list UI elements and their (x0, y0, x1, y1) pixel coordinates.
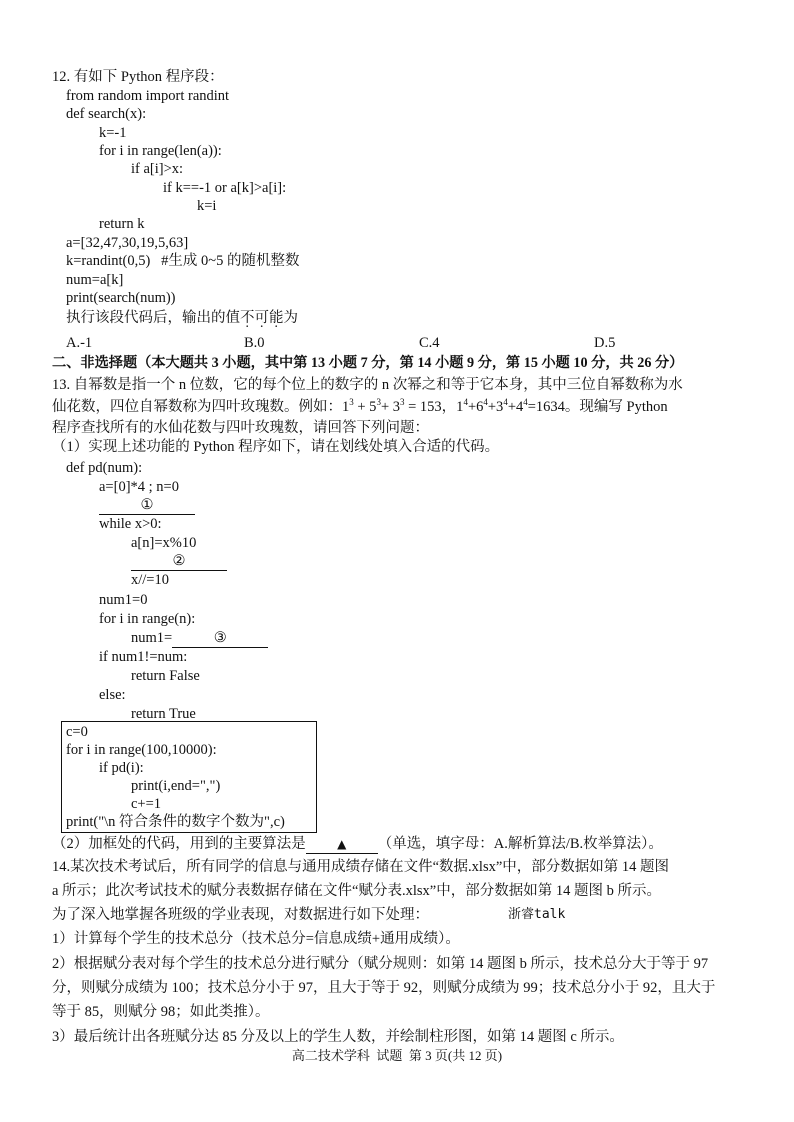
code-line: for i in range(n): (99, 611, 196, 627)
code-line: print(search(num)) (66, 290, 176, 306)
blank-3[interactable]: ③ (172, 629, 268, 648)
box-code-line: print(i,end=",") (131, 778, 221, 794)
emphasis-char: 能 (269, 310, 284, 326)
q14-item-3: 3）最后统计出各班赋分达 85 分及以上的学生人数，并绘制柱形图，如第 14 题图 c 所示。 (52, 1029, 624, 1045)
answer-blank[interactable]: ▲ (306, 835, 378, 854)
section-heading: 二、非选择题（本大题共 3 小题，其中第 13 小题 7 分，第 14 小题 9 分，第 15 小题 10 分，共 26 分） (52, 355, 684, 371)
box-code-line: for i in range(100,10000): (66, 742, 217, 758)
code-line: if num1!=num: (99, 649, 188, 665)
code-line: else: (99, 687, 126, 703)
option-d: D.5 (594, 335, 616, 351)
q13-sub1: （1）实现上述功能的 Python 程序如下，请在划线处填入合适的代码。 (52, 439, 500, 455)
code-line: return False (131, 668, 200, 684)
option-a: A.-1 (66, 335, 93, 351)
q14-line: a 所示；此次考试技术的赋分表数据存储在文件“赋分表.xlsx”中，部分数据如第 14 题图 b 所示。 (52, 883, 661, 899)
code-line: a=[32,47,30,19,5,63] (66, 235, 189, 251)
q12-title: 12. 有如下 Python 程序段： (52, 69, 224, 85)
box-code-line: print("\n 符合条件的数字个数为",c) (66, 814, 285, 830)
q14-item-2: 等于 85，则赋分 98；如此类推）。 (52, 1004, 270, 1020)
code-line: x//=10 (131, 572, 169, 588)
code-line: def search(x): (66, 106, 147, 122)
q13-line-formula: 仙花数，四位自幂数称为四叶玫瑰数。例如：$1^3 + 5^3+ 3^3 = 153$，$1^4+6^4+3^4+4^4=1634$。现编写 Python (52, 397, 668, 415)
q14-line: 为了深入地掌握各班级的学业表现，对数据进行如下处理： (52, 907, 429, 923)
box-code-line: c+=1 (131, 796, 162, 812)
page-footer: 高二技术学科 试题 第 3 页(共 12 页) (291, 1048, 503, 1063)
code-line: for i in range(len(a)): (99, 143, 222, 159)
code-line: if k==-1 or a[k]>a[i]: (163, 180, 287, 196)
q14-item-2: 2）根据赋分表对每个学生的技术总分进行赋分（赋分规则：如第 14 题图 b 所示，技术总分大于等于 97 (52, 956, 709, 972)
code-line: return k (99, 216, 145, 232)
q14-line: 14.某次技术考试后，所有同学的信息与通用成绩存储在文件“数据.xlsx”中，部分数据如第 14 题图 (52, 859, 670, 875)
box-code-line: c=0 (66, 724, 88, 740)
code-line: if a[i]>x: (131, 161, 184, 177)
code-line: k=randint(0,5) #生成 0~5 的随机整数 (66, 253, 300, 269)
code-line: return True (131, 706, 196, 722)
watermark: 浙睿talk (508, 907, 566, 922)
code-line: num1=0 (99, 592, 148, 608)
q13-line: 13. 自幂数是指一个 n 位数，它的每个位上的数字的 n 次幂之和等于它本身，其中三位自幂数称为水 (52, 377, 683, 393)
option-c: C.4 (419, 335, 440, 351)
q13-line: 程序查找所有的水仙花数与四叶玫瑰数，请回答下列问题： (52, 420, 429, 436)
emphasis-char: 不 (240, 310, 255, 326)
code-line: a=[0]*4 ; n=0 (99, 479, 179, 495)
emphasis-char: 可 (254, 310, 269, 326)
code-line-blank-3: num1= ③ (131, 629, 268, 648)
q14-item-1: 1）计算每个学生的技术总分（技术总分=信息成绩+通用成绩）。 (52, 931, 460, 947)
code-line: k=-1 (99, 125, 127, 141)
q12-prompt: 执行该段代码后，输出的值不可能为 (66, 310, 298, 326)
code-line: a[n]=x%10 (131, 535, 197, 551)
code-line: num=a[k] (66, 272, 124, 288)
box-code-line: if pd(i): (99, 760, 144, 776)
blank-2[interactable]: ② (131, 552, 227, 571)
code-line: k=i (197, 198, 217, 214)
q13-sub2: （2）加框处的代码，用到的主要算法是 ▲ （单选，填字母：A.解析算法/B.枚举算法）。 (52, 836, 663, 852)
code-line: while x>0: (99, 516, 162, 532)
q14-item-2: 分，则赋分成绩为 100；技术总分小于 97，且大于等于 92，则赋分成绩为 99；技术总分小于 92，且大于 (52, 980, 716, 996)
blank-1[interactable]: ① (99, 496, 195, 515)
code-line: def pd(num): (66, 460, 143, 476)
option-b: B.0 (244, 335, 265, 351)
code-line: from random import randint (66, 88, 230, 104)
